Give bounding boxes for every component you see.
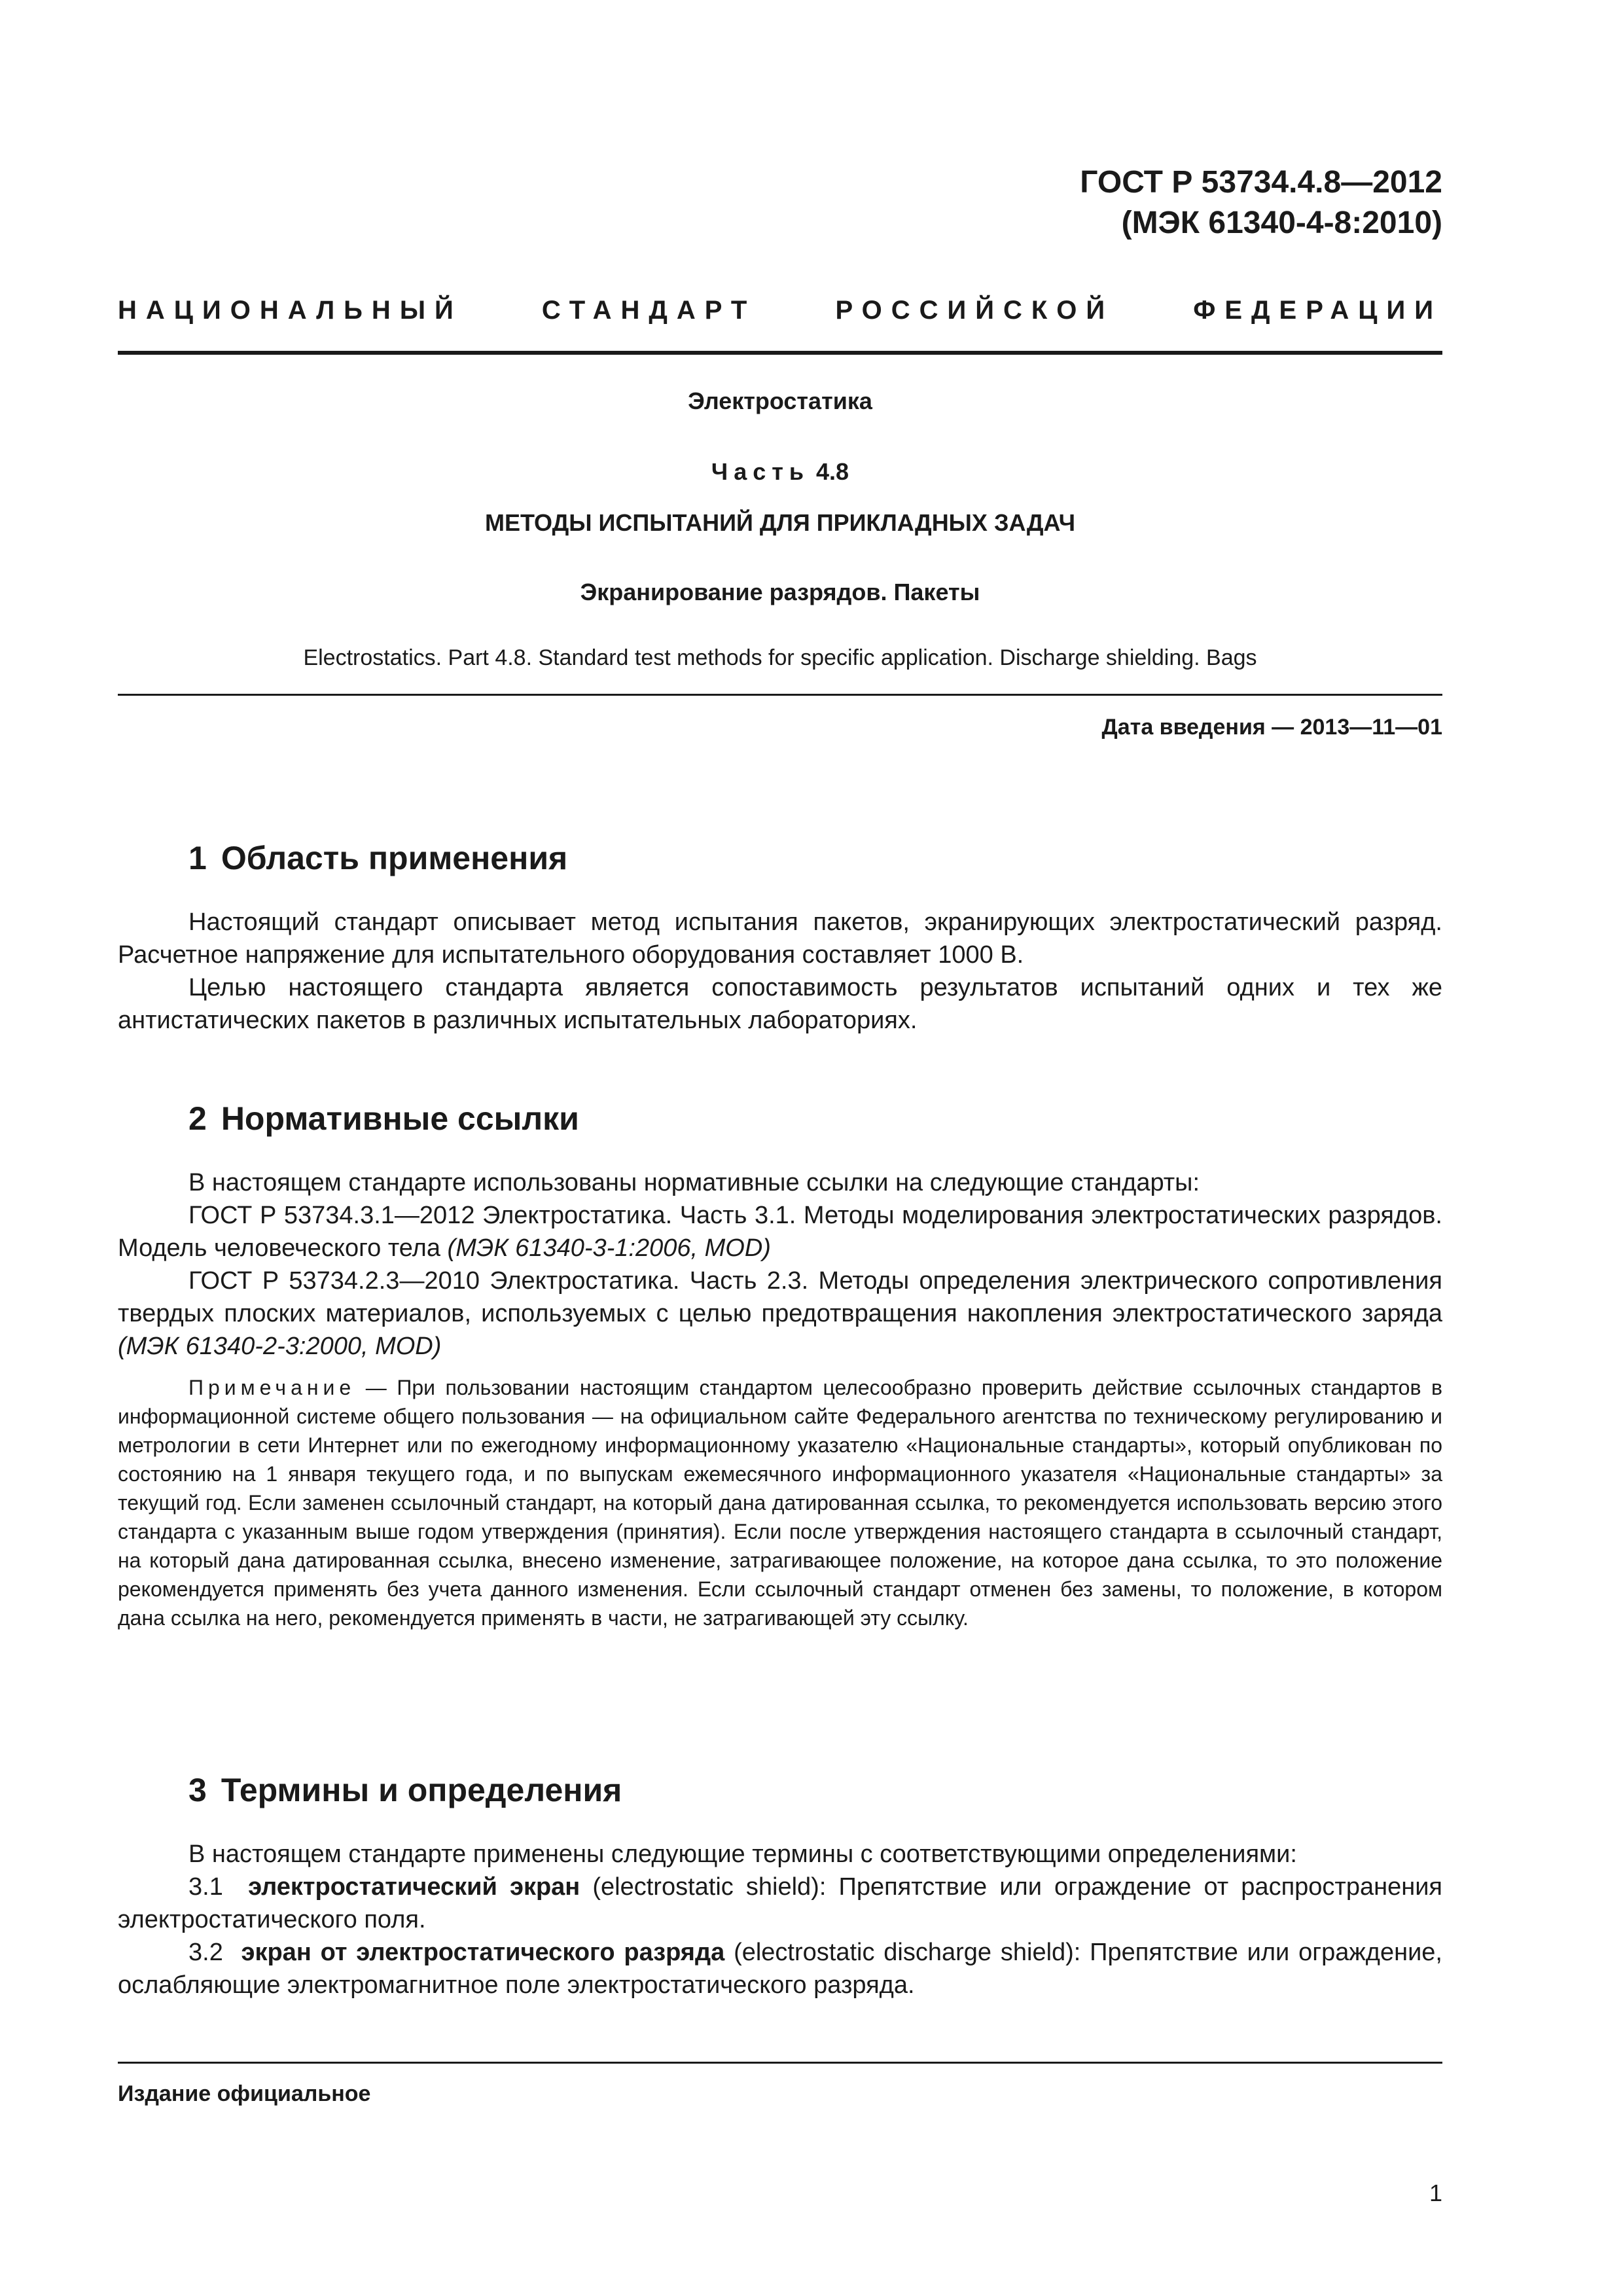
note-text: — При пользовании настоящим стандартом целесообразно проверить действие ссылочных стандартов в информационной системе общего пользования — на официальном сайте Федерального агентства по техническому регулированию и метрологии в сети Интернет или по ежегодному информационному указателю «Национальные стандарты», который опубликован по состоянию на 1 января текущего года, и по выпускам ежемесячного информационного указателя «Национальные стандарты» за текущий год. Если заменен ссылочный стандарт, на который дана датированная ссылка, то рекомендуется использовать версию этого стандарта с указанным выше годом утверждения (принятия). Если после утверждения настоящего стандарта в ссылочный стандарт, на который дана датированная ссылка, внесено изменение, затрагивающее положение, на которое дана ссылка, то это положение рекомендуется применять без учета данного изменения. Если ссылочный стандарт отменен без замены, то положение, в котором дана ссылка на него, рекомендуется применять в части, не затрагивающей эту ссылку. xyxy=(118,1376,1442,1630)
designation-iec: (МЭК 61340-4-8:2010) xyxy=(1121,206,1442,240)
section-2-heading xyxy=(188,1100,579,1138)
page-number: 1 xyxy=(1429,2179,1442,2206)
section-number: 1 xyxy=(188,840,207,876)
note-label: Примечание xyxy=(188,1376,356,1399)
reference-item xyxy=(118,1199,1442,1265)
reference-text: ГОСТ Р 53734.2.3—2010 Электростатика. Часть 2.3. Методы определения электрического сопротивления твердых плоских материалов, используемых с целью предотвращения накопления электростатического заряда xyxy=(118,1267,1442,1327)
section-title: Термины и определения xyxy=(221,1772,622,1808)
term-number: 3.2 xyxy=(188,1939,223,1966)
section-title: Нормативные ссылки xyxy=(221,1100,579,1137)
term-definition xyxy=(118,1936,1442,2001)
part-number: 4.8 xyxy=(816,458,849,485)
term: экран от электростатического разряда xyxy=(241,1939,725,1966)
paragraph: В настоящем стандарте применены следующие термины с соответствующими определениями: xyxy=(188,1840,1297,1868)
definition: (electrostatic shield): Препятствие или ограждение от распространения электростатического поля. xyxy=(118,1873,1442,1933)
term: электростатический экран xyxy=(248,1873,580,1901)
term-definition xyxy=(118,1871,1442,1936)
title-rule xyxy=(118,694,1442,696)
introduction-date: Дата введения — 2013—11—01 xyxy=(1101,715,1442,740)
section-number: 2 xyxy=(188,1100,207,1137)
section-number: 3 xyxy=(188,1772,207,1808)
methods-title: МЕТОДЫ ИСПЫТАНИЙ ДЛЯ ПРИКЛАДНЫХ ЗАДАЧ xyxy=(484,509,1076,536)
reference-iec: (МЭК 61340-2-3:2000, MOD) xyxy=(118,1333,442,1360)
header-word: РОССИЙСКОЙ xyxy=(835,296,1115,325)
note xyxy=(118,1373,1442,1632)
document-page xyxy=(118,0,1442,2296)
paragraph: В настоящем стандарте использованы нормативные ссылки на следующие стандарты: xyxy=(188,1169,1200,1196)
national-standard-header xyxy=(118,296,1442,325)
designation-gost: ГОСТ Р 53734.4.8—2012 xyxy=(1080,165,1442,200)
paragraph: Настоящий стандарт описывает метод испытания пакетов, экранирующих электростатический разряд. Расчетное напряжение для испытательного оборудования составляет 1000 В. xyxy=(118,908,1442,969)
header-word: СТАНДАРТ xyxy=(541,296,757,325)
reference-iec: (МЭК 61340-3-1:2006, MOD) xyxy=(447,1234,771,1262)
header-word: НАЦИОНАЛЬНЫЙ xyxy=(118,296,463,325)
section-3-heading xyxy=(188,1771,622,1809)
reference-text: ГОСТ Р 53734.3.1—2012 Электростатика. Часть 3.1. Методы моделирования электростатических разрядов. Модель человеческого тела xyxy=(118,1202,1442,1262)
edition-label: Издание официальное xyxy=(118,2081,371,2106)
subtitle: Экранирование разрядов. Пакеты xyxy=(580,579,980,605)
part-label: Часть xyxy=(711,458,810,485)
section-title: Область применения xyxy=(221,840,568,876)
definition: (electrostatic discharge shield): Препятствие или ограждение, ослабляющие электромагнитное поле электростатического разряда. xyxy=(118,1939,1442,1999)
term-number: 3.1 xyxy=(188,1873,223,1901)
footer-rule xyxy=(118,2062,1442,2064)
section-1-heading xyxy=(188,839,567,877)
paragraph: Целью настоящего стандарта является сопоставимость результатов испытаний одних и тех же антистатических пакетов в различных испытательных лабораториях. xyxy=(118,974,1442,1034)
part-heading xyxy=(118,458,1442,486)
main-title: Электростатика xyxy=(688,387,872,414)
english-title: Electrostatics. Part 4.8. Standard test methods for specific application. Discharge shielding. Bags xyxy=(303,645,1257,670)
reference-item xyxy=(118,1265,1442,1363)
standard-designation xyxy=(1080,162,1442,243)
header-rule xyxy=(118,351,1442,355)
header-word: ФЕДЕРАЦИИ xyxy=(1193,296,1442,325)
